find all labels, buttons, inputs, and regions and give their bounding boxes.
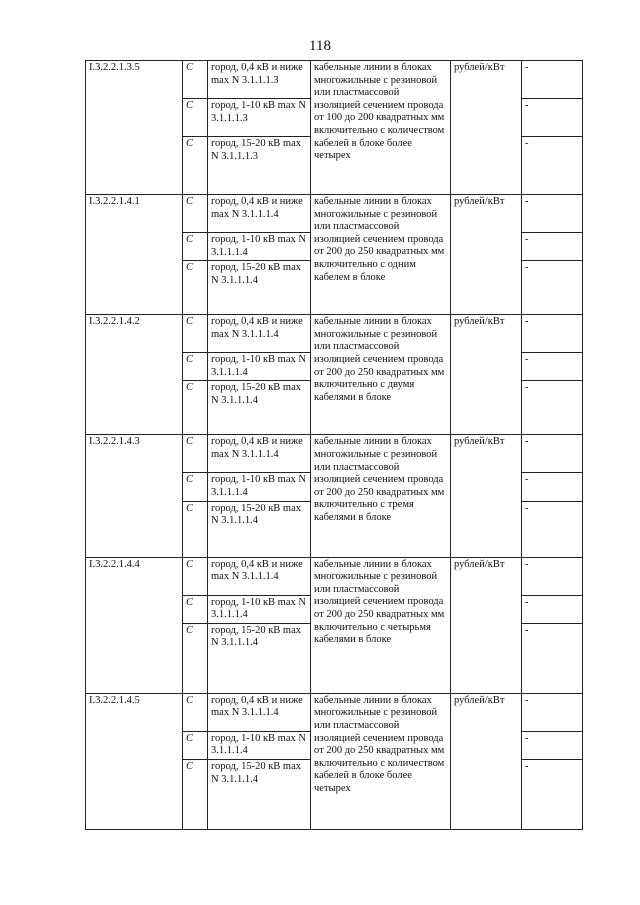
voltage-level: город, 1-10 кВ max N 3.1.1.1.3 — [208, 99, 311, 137]
category-letter: C — [183, 759, 208, 829]
table-row — [86, 557, 583, 595]
voltage-level: город, 15-20 кВ max N 3.1.1.1.3 — [208, 137, 311, 195]
page-number: 118 — [309, 38, 331, 54]
voltage-level: город, 15-20 кВ max N 3.1.1.1.4 — [208, 261, 311, 315]
category-letter: C — [183, 233, 208, 261]
rate-value: - — [522, 731, 583, 759]
voltage-level: город, 15-20 кВ max N 3.1.1.1.4 — [208, 381, 311, 435]
rate-value: - — [522, 233, 583, 261]
rate-value: - — [522, 595, 583, 623]
unit-label: рублей/кВт — [451, 195, 522, 315]
rate-value: - — [522, 61, 583, 99]
item-code: I.3.2.2.1.3.5 — [86, 61, 183, 195]
voltage-level: город, 0,4 кВ и ниже max N 3.1.1.1.3 — [208, 61, 311, 99]
voltage-level: город, 0,4 кВ и ниже max N 3.1.1.1.4 — [208, 557, 311, 595]
category-letter: C — [183, 195, 208, 233]
category-letter: C — [183, 99, 208, 137]
unit-label: рублей/кВт — [451, 693, 522, 829]
item-code: I.3.2.2.1.4.3 — [86, 435, 183, 557]
rate-value: - — [522, 315, 583, 353]
unit-label: рублей/кВт — [451, 61, 522, 195]
voltage-level: город, 0,4 кВ и ниже max N 3.1.1.1.4 — [208, 315, 311, 353]
voltage-level: город, 1-10 кВ max N 3.1.1.1.4 — [208, 595, 311, 623]
category-letter: C — [183, 595, 208, 623]
category-letter: C — [183, 381, 208, 435]
category-letter: C — [183, 623, 208, 693]
voltage-level: город, 0,4 кВ и ниже max N 3.1.1.1.4 — [208, 693, 311, 731]
voltage-level: город, 15-20 кВ max N 3.1.1.1.4 — [208, 759, 311, 829]
rate-value: - — [522, 693, 583, 731]
voltage-level: город, 1-10 кВ max N 3.1.1.1.4 — [208, 473, 311, 501]
rate-value: - — [522, 435, 583, 473]
category-letter: C — [183, 261, 208, 315]
item-description: кабельные линии в блоках многожильные с резиновой или пластмассовой изоляцией сечением провода от 200 до 250 квадратных мм включительно с количеством кабелей в блоке более четырех — [311, 693, 451, 829]
category-letter: C — [183, 315, 208, 353]
rate-value: - — [522, 473, 583, 501]
rate-value: - — [522, 137, 583, 195]
unit-label: рублей/кВт — [451, 315, 522, 435]
category-letter: C — [183, 61, 208, 99]
table-row — [86, 693, 583, 731]
category-letter: C — [183, 353, 208, 381]
rate-value: - — [522, 261, 583, 315]
rate-value: - — [522, 353, 583, 381]
item-description: кабельные линии в блоках многожильные с резиновой или пластмассовой изоляцией сечением провода от 100 до 200 квадратных мм включительно с количеством кабелей в блоке более четырех — [311, 61, 451, 195]
item-description: кабельные линии в блоках многожильные с резиновой или пластмассовой изоляцией сечением провода от 200 до 250 квадратных мм включительно с одним кабелем в блоке — [311, 195, 451, 315]
rate-value: - — [522, 381, 583, 435]
voltage-level: город, 0,4 кВ и ниже max N 3.1.1.1.4 — [208, 195, 311, 233]
item-code: I.3.2.2.1.4.1 — [86, 195, 183, 315]
table-row — [86, 61, 583, 99]
category-letter: C — [183, 435, 208, 473]
category-letter: C — [183, 137, 208, 195]
rate-table — [85, 60, 583, 830]
item-description: кабельные линии в блоках многожильные с резиновой или пластмассовой изоляцией сечением провода от 200 до 250 квадратных мм включительно с тремя кабелями в блоке — [311, 435, 451, 557]
category-letter: C — [183, 473, 208, 501]
item-code: I.3.2.2.1.4.4 — [86, 557, 183, 693]
table-row — [86, 435, 583, 473]
item-code: I.3.2.2.1.4.5 — [86, 693, 183, 829]
rate-value: - — [522, 501, 583, 557]
voltage-level: город, 15-20 кВ max N 3.1.1.1.4 — [208, 501, 311, 557]
table-row — [86, 195, 583, 233]
rate-value: - — [522, 623, 583, 693]
rate-value: - — [522, 99, 583, 137]
table-row — [86, 315, 583, 353]
rate-value: - — [522, 195, 583, 233]
category-letter: C — [183, 501, 208, 557]
item-description: кабельные линии в блоках многожильные с резиновой или пластмассовой изоляцией сечением провода от 200 до 250 квадратных мм включительно с четырьмя кабелями в блоке — [311, 557, 451, 693]
category-letter: C — [183, 731, 208, 759]
voltage-level: город, 1-10 кВ max N 3.1.1.1.4 — [208, 731, 311, 759]
voltage-level: город, 15-20 кВ max N 3.1.1.1.4 — [208, 623, 311, 693]
category-letter: C — [183, 557, 208, 595]
category-letter: C — [183, 693, 208, 731]
voltage-level: город, 0,4 кВ и ниже max N 3.1.1.1.4 — [208, 435, 311, 473]
item-description: кабельные линии в блоках многожильные с резиновой или пластмассовой изоляцией сечением провода от 200 до 250 квадратных мм включительно с двумя кабелями в блоке — [311, 315, 451, 435]
voltage-level: город, 1-10 кВ max N 3.1.1.1.4 — [208, 353, 311, 381]
rate-value: - — [522, 557, 583, 595]
item-code: I.3.2.2.1.4.2 — [86, 315, 183, 435]
voltage-level: город, 1-10 кВ max N 3.1.1.1.4 — [208, 233, 311, 261]
rate-value: - — [522, 759, 583, 829]
unit-label: рублей/кВт — [451, 557, 522, 693]
unit-label: рублей/кВт — [451, 435, 522, 557]
rate-table-body — [86, 61, 583, 830]
